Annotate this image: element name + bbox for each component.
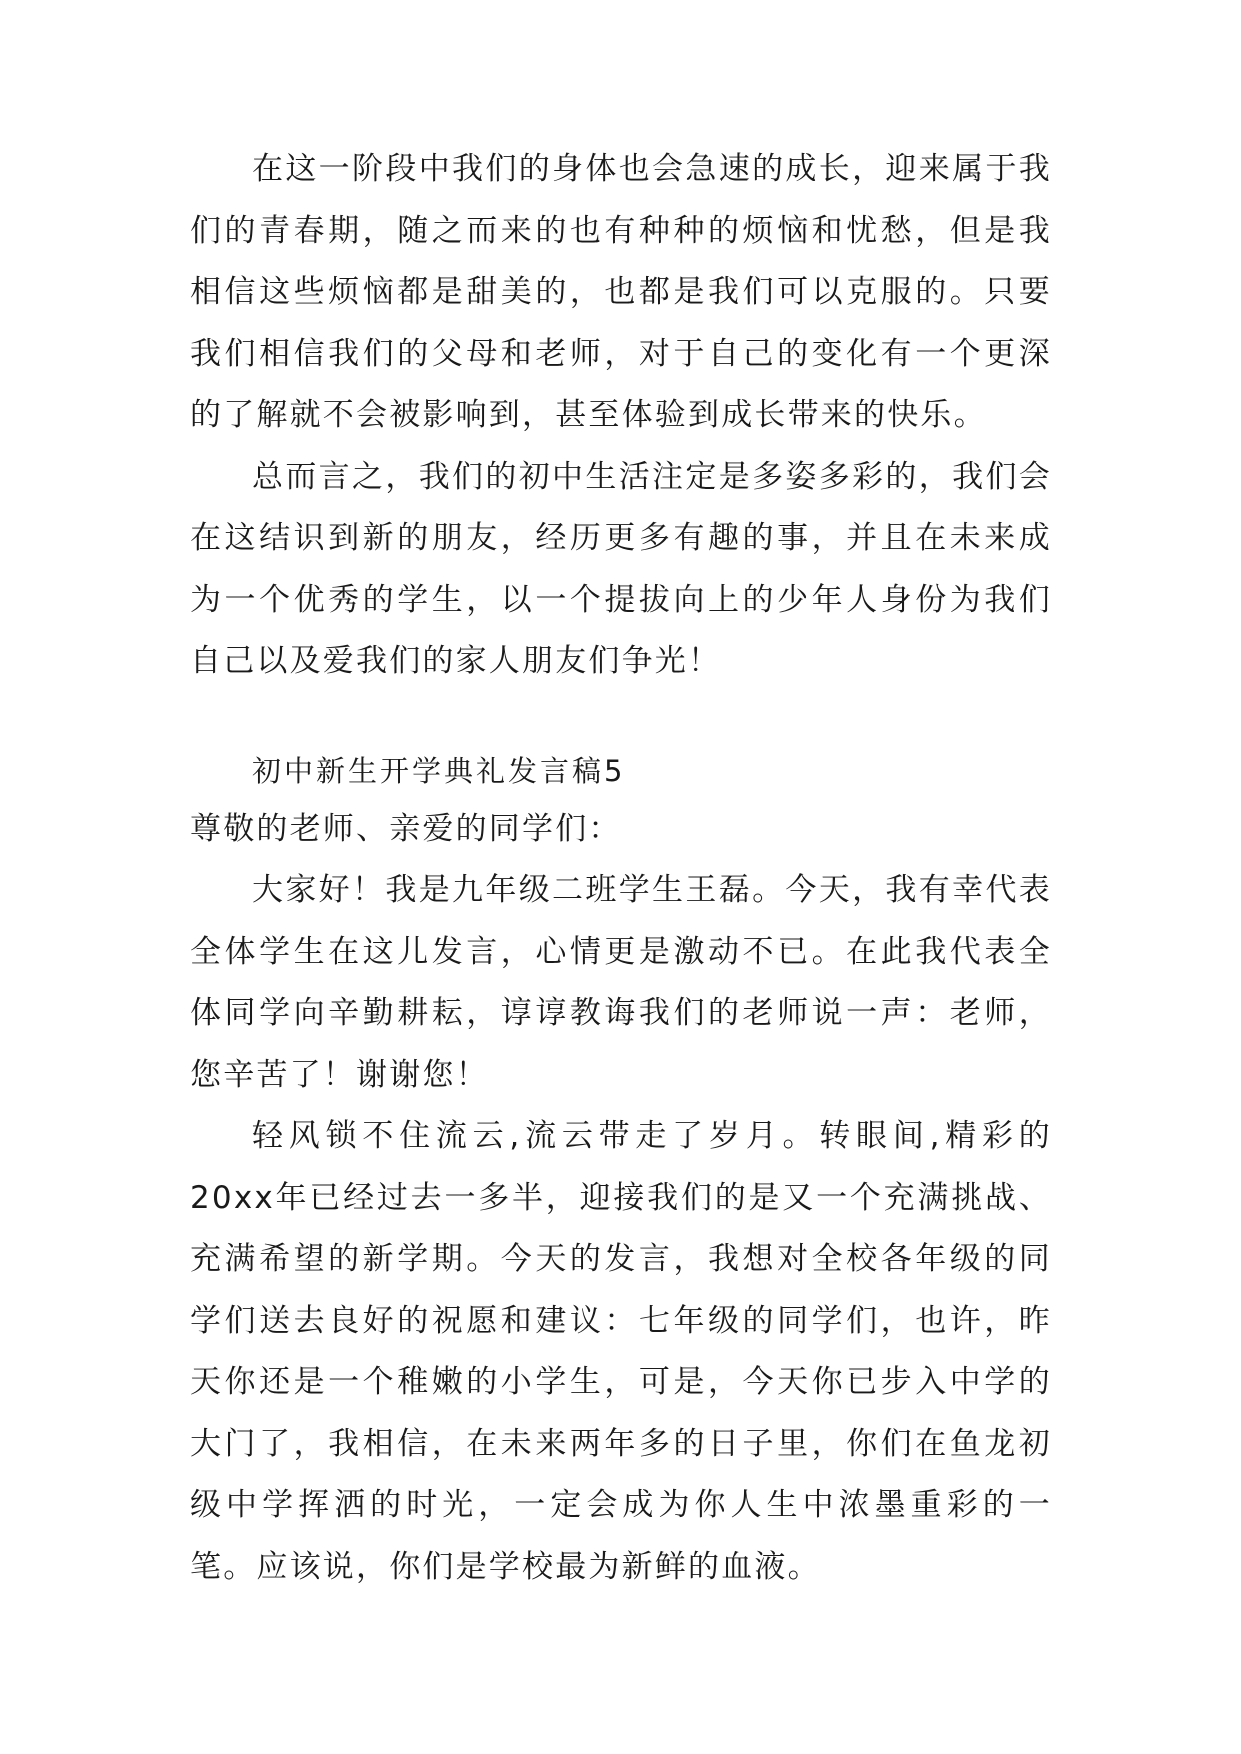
- paragraph: 在这一阶段中我们的身体也会急速的成长，迎来属于我们的青春期，随之而来的也有种种的烦恼和忧愁，但是我相信这些烦恼都是甜美的，也都是我们可以克服的。只要我们相信我们的父母和老师，对于自己的变化有一个更深的了解就不会被影响到，甚至体验到成长带来的快乐。: [190, 151, 1052, 433]
- paragraph: 大家好！我是九年级二班学生王磊。今天，我有幸代表全体学生在这儿发言，心情更是激动不已。在此我代表全体同学向辛勤耕耘，谆谆教诲我们的老师说一声：老师，您辛苦了！谢谢您！: [190, 872, 1052, 1093]
- paragraph: 总而言之，我们的初中生活注定是多姿多彩的，我们会在这结识到新的朋友，经历更多有趣的事，并且在未来成为一个优秀的学生，以一个提拔向上的少年人身份为我们自己以及爱我们的家人朋友们争光！: [190, 458, 1052, 679]
- paragraph: 轻风锁不住流云,流云带走了岁月。转眼间,精彩的20xx年已经过去一多半，迎接我们的是又一个充满挑战、充满希望的新学期。今天的发言，我想对全校各年级的同学们送去良好的祝愿和建议：七年级的同学们，也许，昨天你还是一个稚嫩的小学生，可是，今天你已步入中学的大门了，我相信，在未来两年多的日子里，你们在鱼龙初级中学挥洒的时光，一定会成为你人生中浓墨重彩的一笔。应该说，你们是学校最为新鲜的血液。: [190, 1118, 1052, 1585]
- section-1: [190, 139, 1052, 693]
- speech-title: 初中新生开学典礼发言稿5: [252, 754, 626, 788]
- section-2: [190, 741, 1052, 1598]
- salutation: 尊敬的老师、亲爱的同学们：: [190, 810, 622, 847]
